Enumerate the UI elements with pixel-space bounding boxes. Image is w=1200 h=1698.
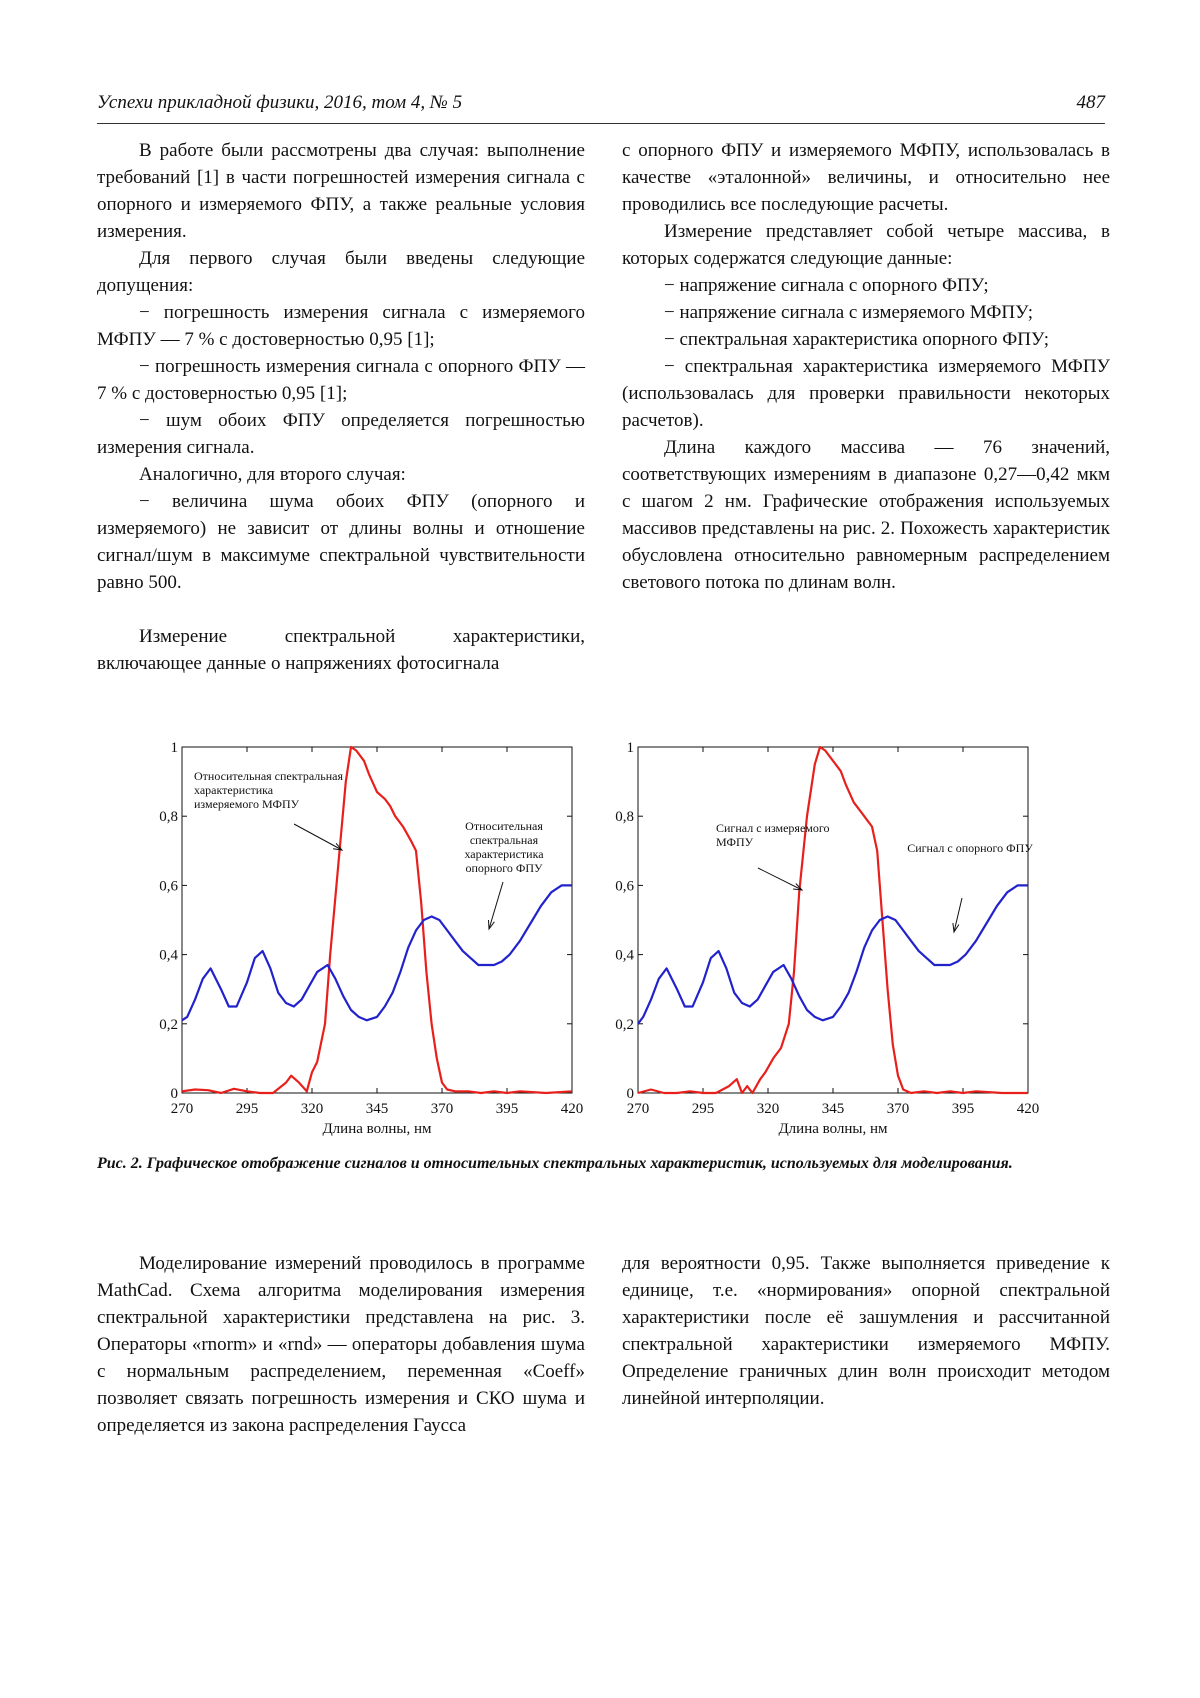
series-line-1 <box>182 885 572 1020</box>
x-tick-label: 345 <box>365 1101 389 1117</box>
paragraph: Для первого случая были введены следующие допущения: <box>97 248 585 296</box>
x-axis-label: Длина волны, нм <box>322 1121 432 1137</box>
annotation-arrow <box>489 882 503 929</box>
x-tick-label: 270 <box>170 1101 194 1117</box>
left-column-bottom <box>97 1250 585 1439</box>
x-tick-label: 295 <box>691 1101 715 1117</box>
page-number: 487 <box>1076 92 1105 113</box>
journal-title: Успехи прикладной физики, 2016, том 4, № 5 <box>97 92 463 113</box>
paragraph: Измерение представляет собой четыре массива, в которых содержатся следующие данные: <box>622 221 1110 269</box>
y-tick-label: 0,4 <box>159 947 178 964</box>
figure-right <box>615 732 1066 1137</box>
annotation-label <box>194 769 343 811</box>
paragraph: Измерение спектральной характеристики, включающее данные о напряжениях фотосигнала <box>97 626 585 674</box>
x-tick-label: 320 <box>756 1101 780 1117</box>
annotation-line: характеристика <box>194 783 274 797</box>
annotation-line: МФПУ <box>716 835 754 849</box>
y-tick-label: 1 <box>626 740 634 756</box>
y-tick-label: 0,2 <box>615 1016 634 1033</box>
figure-left <box>140 732 588 1137</box>
series-line-1 <box>638 885 1028 1023</box>
x-tick-label: 395 <box>495 1101 519 1117</box>
x-tick-label: 295 <box>235 1101 259 1117</box>
annotation-line: Относительная <box>465 819 543 833</box>
list-item: − спектральная характеристика измеряемого МФПУ (использовалась для проверки правильности некоторых расчетов). <box>622 356 1110 431</box>
annotation-label <box>716 821 830 849</box>
x-tick-label: 370 <box>886 1101 910 1117</box>
x-axis-label: Длина волны, нм <box>778 1121 888 1137</box>
list-item: − напряжение сигнала с измеряемого МФПУ; <box>664 302 1034 323</box>
right-column-bottom <box>622 1250 1110 1412</box>
x-tick-label: 320 <box>300 1101 324 1117</box>
list-item: − погрешность измерения сигнала с опорного ФПУ — 7 % с достоверностью 0,95 [1]; <box>97 356 585 404</box>
y-tick-label: 0,6 <box>159 878 178 895</box>
x-tick-label: 345 <box>821 1101 845 1117</box>
annotation-arrow <box>294 824 342 850</box>
list-item: − шум обоих ФПУ определяется погрешностью измерения сигнала. <box>97 410 585 458</box>
left-column-top <box>97 137 585 677</box>
annotation-line: измеряемого МФПУ <box>194 797 300 811</box>
list-item: − спектральная характеристика опорного ФПУ; <box>664 329 1050 350</box>
x-tick-label: 270 <box>626 1101 650 1117</box>
annotation-line: Сигнал с опорного ФПУ <box>907 841 1033 855</box>
chart-right <box>615 732 1066 1137</box>
y-tick-label: 1 <box>170 740 178 756</box>
annotation-line: спектральная <box>469 833 539 847</box>
list-item: − напряжение сигнала с опорного ФПУ; <box>664 275 989 296</box>
paragraph: для вероятности 0,95. Также выполняется приведение к единице, т.е. «нормирования» опорной спектральной характеристики после её зашумления и рассчитанной спектральной характеристики измеряемого МФПУ. Определение граничных длин волн происходит методом линейной интерполяции. <box>622 1253 1110 1409</box>
annotation-arrow <box>758 868 802 890</box>
annotation-line: Относительная спектральная <box>194 769 343 783</box>
series-line-0 <box>638 747 1028 1093</box>
paragraph: с опорного ФПУ и измеряемого МФПУ, использовалась в качестве «эталонной» величины, и относительно нее проводились все последующие расчеты. <box>622 140 1110 215</box>
annotation-arrow <box>954 898 962 932</box>
annotation-line: опорного ФПУ <box>465 861 543 875</box>
figure-caption: Рис. 2. Графическое отображение сигналов и относительных спектральных характеристик, используемых для моделирования. <box>97 1155 1013 1172</box>
y-tick-label: 0,2 <box>159 1016 178 1033</box>
header-divider <box>97 123 1105 124</box>
list-item: − погрешность измерения сигнала с измеряемого МФПУ — 7 % с достоверностью 0,95 [1]; <box>97 302 585 350</box>
paragraph: Аналогично, для второго случая: <box>139 464 406 485</box>
annotation-label <box>907 841 1033 855</box>
y-tick-label: 0,4 <box>615 947 634 964</box>
x-tick-label: 370 <box>430 1101 454 1117</box>
annotation-line: Сигнал с измеряемого <box>716 821 830 835</box>
annotation-line: характеристика <box>464 847 544 861</box>
paragraph: Моделирование измерений проводилось в программе MathCad. Схема алгоритма моделирования измерения спектральной характеристики представлена на рис. 3. Операторы «rnorm» и «rnd» — операторы добавления шума с нормальным распределением, переменная «Coeff» позволяет связать погрешность измерения и СКО шума и определяется из закона распределения Гаусса <box>97 1253 585 1436</box>
right-column-top <box>622 137 1110 596</box>
y-tick-label: 0,6 <box>615 878 634 895</box>
x-tick-label: 420 <box>560 1101 584 1117</box>
running-header <box>97 92 1105 118</box>
y-tick-label: 0 <box>170 1086 178 1102</box>
paragraph: В работе были рассмотрены два случая: выполнение требований [1] в части погрешностей измерения сигнала с опорного и измеряемого ФПУ, а также реальные условия измерения. <box>97 140 585 242</box>
paragraph: Длина каждого массива — 76 значений, соответствующих измерениям в диапазоне 0,27—0,42 мкм с шагом 2 нм. Графические отображения используемых массивов представлены на рис. 2. Похожесть характеристик обусловлена относительно равномерным распределением светового потока по длинам волн. <box>622 437 1110 593</box>
x-tick-label: 395 <box>951 1101 975 1117</box>
plot-frame <box>638 747 1028 1093</box>
y-tick-label: 0,8 <box>615 809 634 826</box>
chart-left <box>140 732 588 1137</box>
y-tick-label: 0 <box>626 1086 634 1102</box>
x-tick-label: 420 <box>1016 1101 1040 1117</box>
y-tick-label: 0,8 <box>159 809 178 826</box>
list-item: − величина шума обоих ФПУ (опорного и измеряемого) не зависит от длины волны и отношение сигнал/шум в максимуме спектральной чувствительности равно 500. <box>97 491 585 593</box>
annotation-label <box>464 819 544 875</box>
